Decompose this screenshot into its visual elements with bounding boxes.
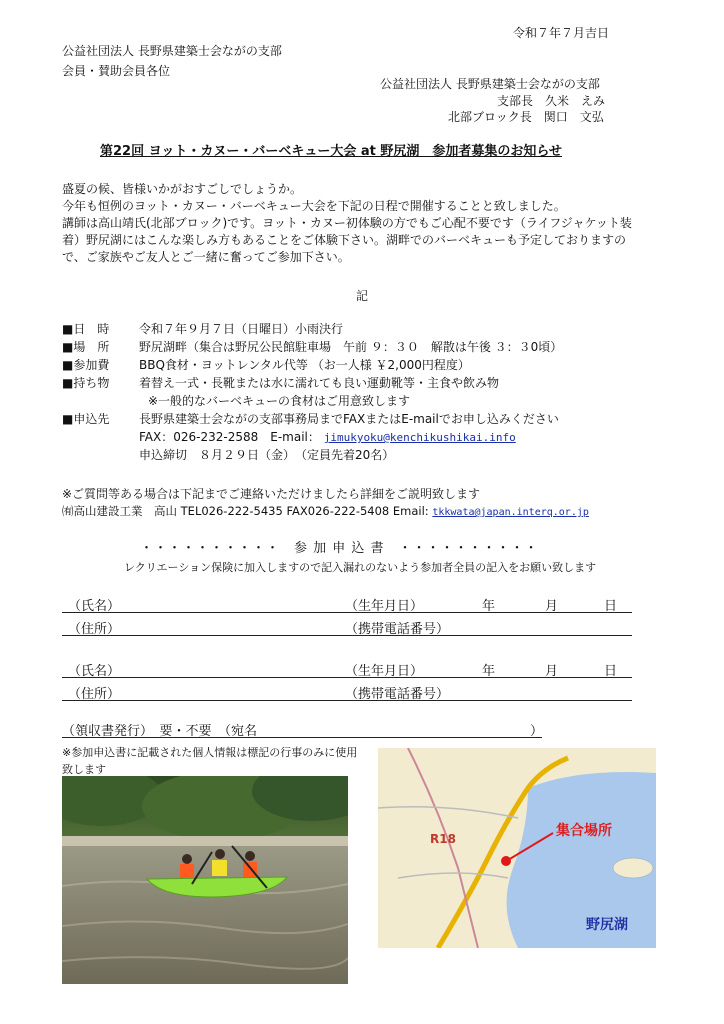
day-label: 日 bbox=[604, 599, 618, 614]
recipient-org: 公益社団法人 長野県建築士会ながの支部 bbox=[62, 44, 282, 58]
meeting-point-label: 集合場所 bbox=[556, 823, 612, 839]
address-label: （住所） bbox=[68, 687, 121, 702]
office-email-link[interactable]: jimukyoku@kenchikushikai.info bbox=[323, 431, 516, 444]
sender-block: 北部ブロック長 関口 文弘 bbox=[448, 110, 604, 124]
address-field-line[interactable] bbox=[62, 635, 632, 636]
intro-line: 着）野尻湖にはこんな楽しみ方もあることをご体験下さい。湖畔でのバーベキューも予定しておりますの bbox=[62, 233, 627, 247]
detail-value-place: 野尻湖畔（集合は野尻公民館駐車場 午前 ９：３０ 解散は午後 ３：３0頃） bbox=[139, 340, 563, 354]
month-label: 月 bbox=[545, 599, 559, 614]
intro-line: 盛夏の候、皆様いかがおすごしでしょうか。 bbox=[62, 182, 303, 196]
birth-label: （生年月日） bbox=[345, 664, 424, 679]
month-label: 月 bbox=[545, 664, 559, 679]
document-title: 第22回 ヨット・カヌー・バーベキュー大会 at 野尻湖 参加者募集のお知らせ bbox=[100, 144, 563, 159]
address-label: （住所） bbox=[68, 622, 121, 637]
detail-label-place: ■場 所 bbox=[62, 340, 110, 354]
detail-note-food: ※一般的なバーベキューの食材はご用意致します bbox=[148, 394, 411, 408]
intro-line: で、ご家族やご友人とご一緒に奮ってご参加下さい。 bbox=[62, 250, 350, 264]
phone-label: （携帯電話番号） bbox=[345, 622, 450, 637]
name-field-line[interactable] bbox=[62, 612, 632, 613]
fax-email-line bbox=[139, 428, 516, 445]
fax-email-label: FAX：026-232-2588 E-mail： bbox=[139, 430, 320, 444]
sender-chief: 支部長 久米 えみ bbox=[497, 94, 606, 108]
detail-label-fee: ■参加費 bbox=[62, 358, 110, 372]
year-label: 年 bbox=[482, 599, 496, 614]
name-label: （氏名） bbox=[68, 599, 121, 614]
name-field-line[interactable] bbox=[62, 677, 632, 678]
inquiry-email-link[interactable]: tkkwata@japan.interq.or.jp bbox=[432, 507, 589, 518]
detail-value-apply: 長野県建築士会ながの支部事務局までFAXまたはE-mailでお申し込みください bbox=[139, 412, 559, 426]
detail-value-belongings: 着替え一式・長靴または水に濡れても良い運動靴等・主食や飲み物 bbox=[139, 376, 500, 390]
application-deadline: 申込締切 ８月２９日（金） （定員先着20名） bbox=[139, 448, 395, 462]
intro-line: 講師は高山靖氏(北部ブロック)です。ヨット・カヌー初体験の方でもご心配不要です（ライフジャケット装 bbox=[62, 216, 632, 230]
address-field-line[interactable] bbox=[62, 700, 632, 701]
ki-heading: 記 bbox=[356, 289, 369, 303]
detail-value-fee: BBQ食材・ヨットレンタル代等 （お一人様 ￥2,000円程度） bbox=[139, 358, 470, 372]
inquiry-contact bbox=[62, 503, 589, 519]
privacy-note-cont: 致します bbox=[62, 763, 106, 776]
receipt-field-line[interactable] bbox=[62, 737, 542, 738]
route-label: R18 bbox=[430, 832, 456, 846]
inquiry-note: ※ご質問等ある場合は下記までご連絡いただけましたら詳細をご説明致します bbox=[62, 487, 481, 501]
recipient-members: 会員・賛助会員各位 bbox=[62, 64, 171, 78]
year-label: 年 bbox=[482, 664, 496, 679]
birth-label: （生年月日） bbox=[345, 599, 424, 614]
receipt-close-paren: ） bbox=[530, 724, 544, 739]
lake-label: 野尻湖 bbox=[586, 917, 628, 933]
receipt-request: （領収書発行） 要・不要 （宛名 bbox=[62, 724, 258, 739]
detail-label-date: ■日 時 bbox=[62, 322, 110, 336]
sender-org: 公益社団法人 長野県建築士会ながの支部 bbox=[380, 77, 600, 91]
detail-label-apply: ■申込先 bbox=[62, 412, 110, 426]
phone-label: （携帯電話番号） bbox=[345, 687, 450, 702]
detail-label-belongings: ■持ち物 bbox=[62, 376, 110, 390]
name-label: （氏名） bbox=[68, 664, 121, 679]
form-note: レクリエーション保険に加入しますので記入漏れのないよう参加者全員の記入をお願い致します bbox=[124, 561, 597, 574]
day-label: 日 bbox=[604, 664, 618, 679]
detail-value-date: 令和７年９月７日（日曜日）小雨決行 bbox=[139, 322, 344, 336]
inquiry-contact-text: ㈲高山建設工業 高山 TEL026-222-5435 FAX026-222-5408 Email: bbox=[62, 504, 429, 518]
location-map bbox=[378, 748, 656, 948]
issue-date: 令和７年７月吉日 bbox=[513, 26, 610, 40]
canoe-photo bbox=[62, 776, 348, 984]
intro-line: 今年も恒例のヨット・カヌー・バーベキュー大会を下記の日程で開催することと致しました。 bbox=[62, 199, 566, 213]
form-heading: ・・・・・・・・・・ 参 加 申 込 書 ・・・・・・・・・・ bbox=[140, 541, 539, 556]
privacy-note: ※参加申込書に記載された個人情報は標記の行事のみに使用 bbox=[62, 746, 358, 759]
